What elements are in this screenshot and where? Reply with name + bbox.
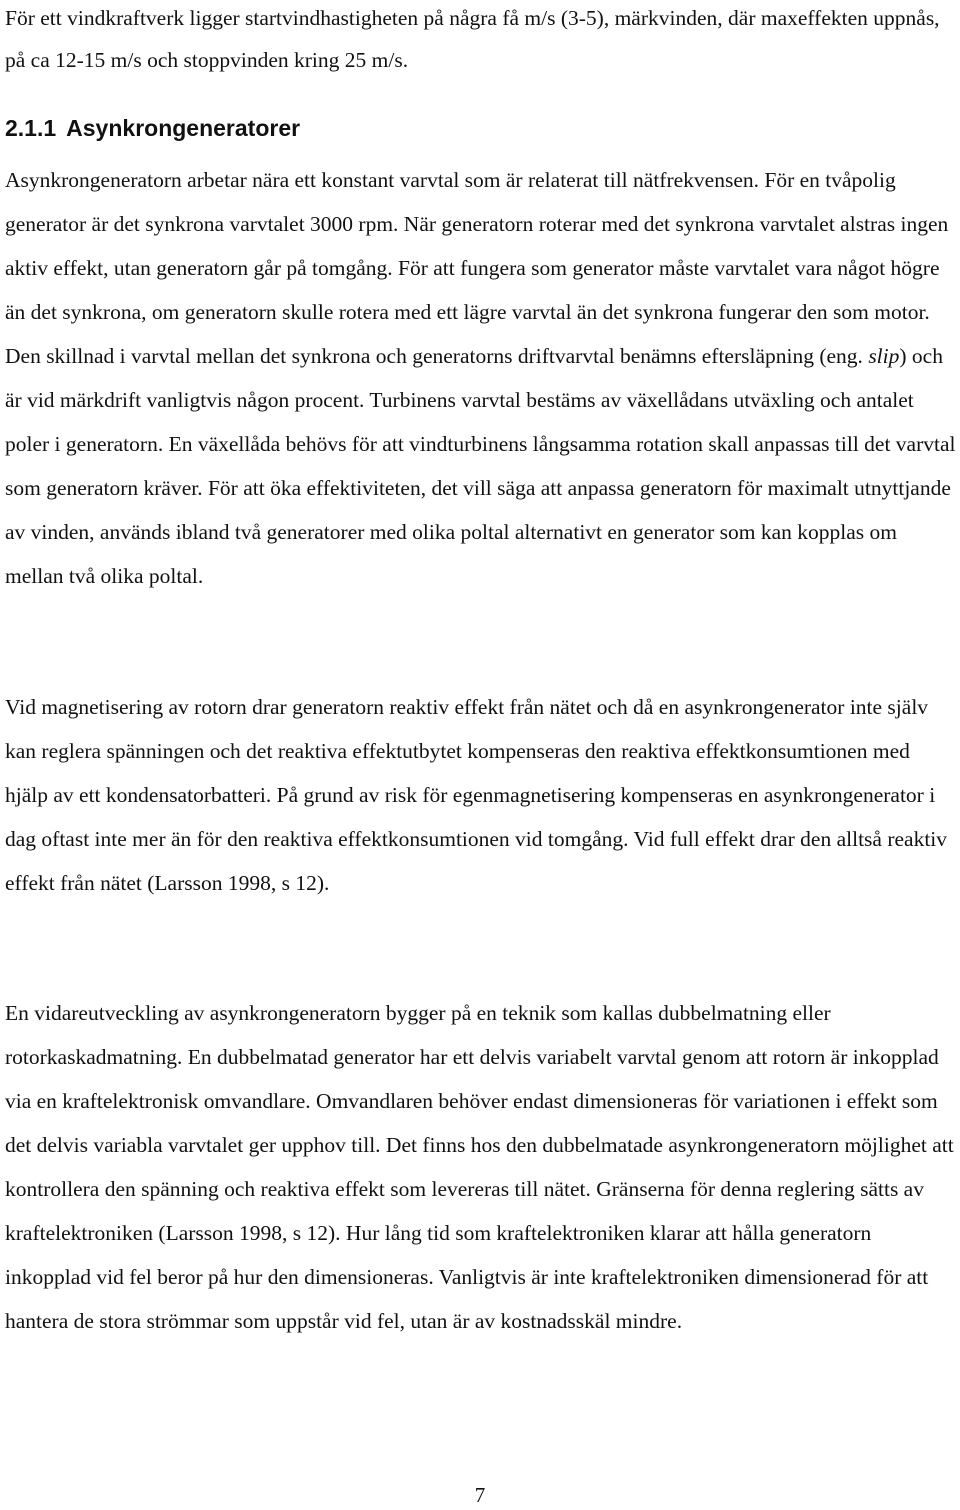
intro-paragraph: För ett vindkraftverk ligger startvindhastigheten på några få m/s (3-5), märkvinden, där maxeffekten uppnås, på ca 12-15 m/s och stoppvinden kring 25 m/s. <box>5 6 940 72</box>
paragraph1-text-a: Asynkrongeneratorn arbetar nära ett konstant varvtal som är relaterat till nätfrekvensen. För en tvåpolig generator är det synkrona varvtalet 3000 rpm. När generatorn roterar med det synkrona varvtalet alstras ingen aktiv effekt, utan generatorn går på tomgång. För att fungera som generator måste varvtalet vara något högre än det synkrona, om generatorn skulle rotera med ett lägre varvtal än det synkrona fungerar den som motor. Den skillnad i varvtal mellan det synkrona och generatorns driftvarvtal benämns eftersläpning (eng. <box>5 168 949 368</box>
section-number: 2.1.1 <box>5 115 57 141</box>
paragraph-asynkrongenerator <box>5 158 960 598</box>
italic-term: slip <box>868 344 900 368</box>
paragraph-dubbelmatning: En vidareutveckling av asynkrongeneratorn bygger på en teknik som kallas dubbelmatning eller rotorkaskadmatning. En dubbelmatad generator har ett delvis variabelt varvtal genom att rotorn är inkopplad via en kraftelektronisk omvandlare. Omvandlaren behöver endast dimensioneras för variationen i effekt som det delvis variabla varvtalet ger upphov till. Det finns hos den dubbelmatade asynkrongeneratorn möjlighet att kontrollera den spänning och reaktiva effekt som levereras till nätet. Gränserna för denna reglering sätts av kraftelektroniken (Larsson 1998, s 12). Hur lång tid som kraftelektroniken klarar att hålla generatorn inkopplad vid fel beror på hur den dimensioneras. Vanligtvis är inte kraftelektroniken dimensionerad för att hantera de stora strömmar som uppstår vid fel, utan är av kostnadsskäl mindre. <box>5 1001 954 1333</box>
page-number: 7 <box>474 1483 486 1507</box>
paragraph1-text-b: ) och är vid märkdrift vanligtvis någon procent. Turbinens varvtal bestäms av växellådans utväxling och antalet poler i generatorn. En växellåda behövs för att vindturbinens långsamma rotation skall anpassas till det varvtal som generatorn kräver. För att öka effektiviteten, det vill säga att anpassa generatorn för maximalt utnyttjande av vinden, används ibland två generatorer med olika poltal alternativt en generator som kan kopplas om mellan två olika poltal. <box>5 344 956 588</box>
section-title: Asynkrongeneratorer <box>66 115 301 141</box>
paragraph-magnetisering: Vid magnetisering av rotorn drar generatorn reaktiv effekt från nätet och då en asynkrongenerator inte själv kan reglera spänningen och det reaktiva effektutbytet kompenseras den reaktiva effektkonsumtionen med hjälp av ett kondensatorbatteri. På grund av risk för egenmagnetisering kompenseras en asynkrongenerator i dag oftast inte mer än för den reaktiva effektkonsumtionen vid tomgång. Vid full effekt drar den alltså reaktiv effekt från nätet (Larsson 1998, s 12). <box>5 695 948 895</box>
section-heading <box>5 108 300 148</box>
